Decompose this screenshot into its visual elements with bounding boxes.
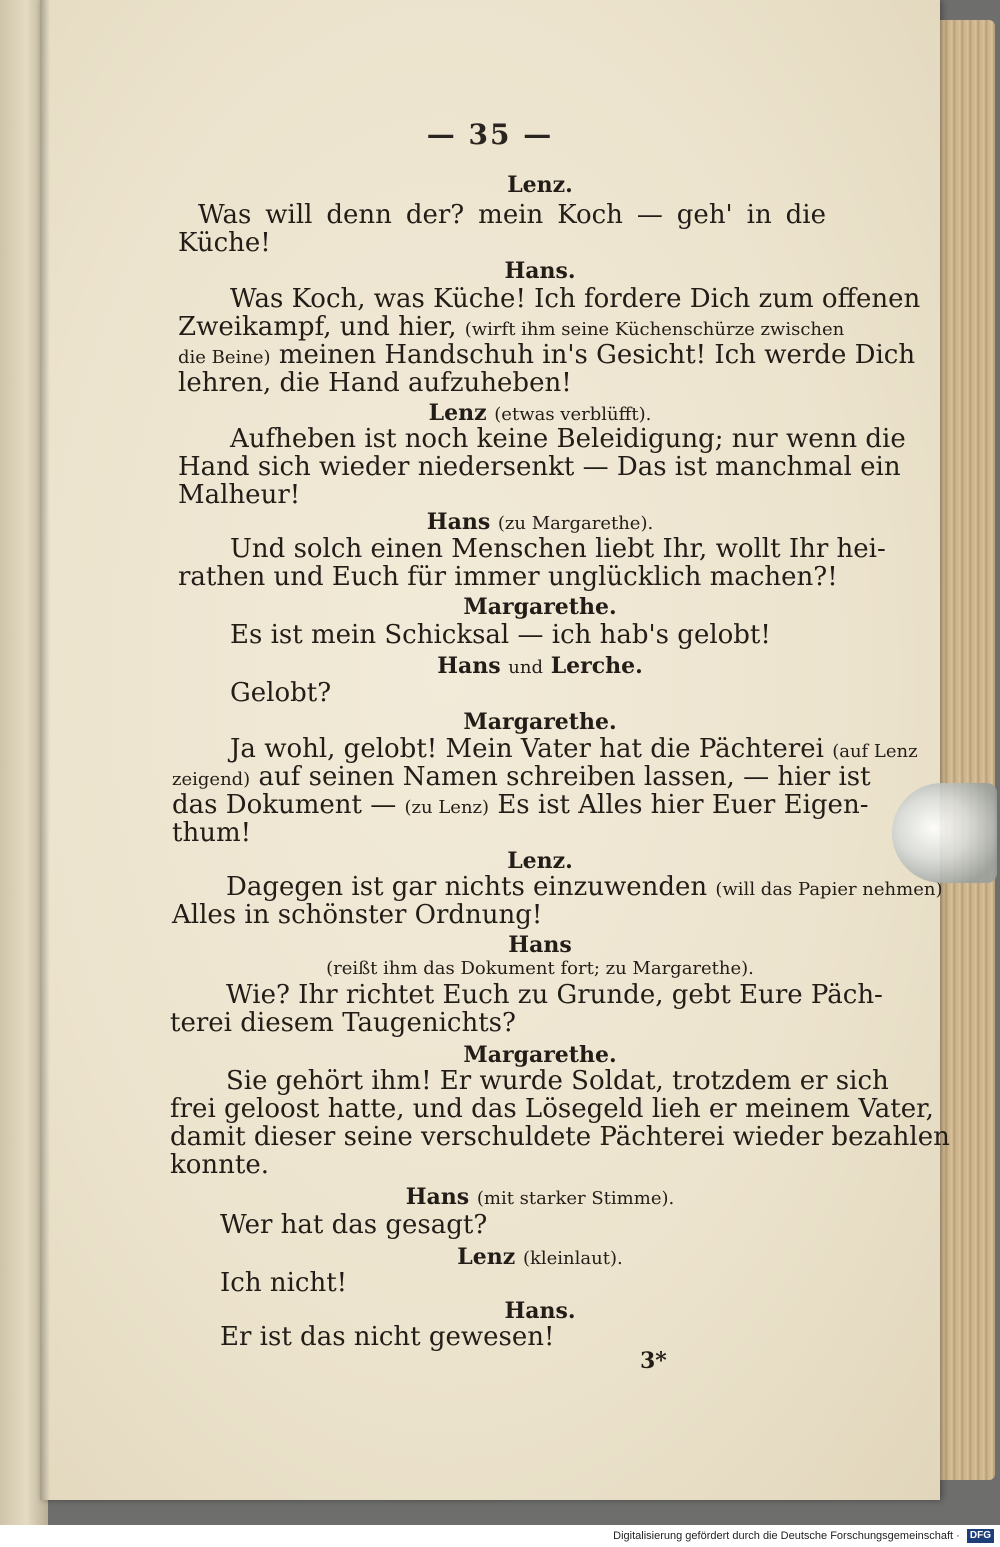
speaker-name: Hans: [437, 653, 501, 679]
text-line: damit dieser seine verschuldete Pächterei wieder bezahlen: [170, 1122, 950, 1152]
text-line: Aufheben ist noch keine Beleidigung; nur wenn die: [230, 424, 906, 454]
text-line: Hand sich wieder niedersenkt — Das ist manchmal ein: [178, 452, 901, 482]
text-segment: Dagegen ist gar nichts einzuwenden: [226, 872, 708, 902]
text-line: Küche!: [178, 228, 271, 258]
text-line: Alles in schönster Ordnung!: [172, 900, 543, 930]
stage-direction: (zu Lenz): [404, 797, 490, 818]
text-segment: Zweikampf, und hier,: [178, 312, 457, 342]
speaker-lenz: Lenz.: [507, 848, 573, 874]
stage-direction: (wirft ihm seine Küchenschürze zwischen: [464, 319, 845, 340]
stage-direction: zeigend): [172, 769, 251, 790]
stage-direction: die Beine): [178, 347, 271, 368]
text-line: terei diesem Taugenichts?: [170, 1008, 516, 1038]
text-line: Er ist das nicht gewesen!: [220, 1322, 555, 1352]
stage-direction: (kleinlaut).: [522, 1248, 623, 1269]
speaker-name: Lerche.: [550, 653, 643, 679]
text-line: Und solch einen Menschen liebt Ihr, wollt Ihr hei-: [230, 534, 886, 564]
speaker-hans: [140, 1184, 940, 1212]
text-segment: Ja wohl, gelobt! Mein Vater hat die Pächterei: [230, 734, 824, 764]
speaker-hans: Hans: [508, 932, 572, 958]
stage-direction: (zu Margarethe).: [497, 513, 654, 534]
speaker-hans-und-lerche: [140, 653, 940, 681]
speaker-hans: Hans.: [504, 258, 576, 284]
text-segment: das Dokument —: [172, 790, 397, 820]
speaker-margarethe: Margarethe.: [463, 1042, 617, 1068]
footer-credit-text: Digitalisierung gefördert durch die Deutsche Forschungsgemeinschaft ·: [613, 1530, 960, 1543]
stage-direction: (etwas verblüfft).: [494, 404, 652, 425]
text-line: Was will denn der? mein Koch — geh' in die: [198, 200, 826, 230]
text-line: Ich nicht!: [220, 1268, 348, 1298]
speaker-hans: [140, 509, 940, 537]
footer-credit: [0, 1525, 1000, 1547]
speaker-lenz: Lenz.: [507, 172, 573, 198]
text-line: rathen und Euch für immer unglücklich machen?!: [178, 562, 838, 592]
speaker-name: Hans: [405, 1184, 470, 1210]
speaker-margarethe: Margarethe.: [463, 709, 617, 735]
speaker-name: Hans: [426, 509, 491, 535]
text-line: Es ist mein Schicksal — ich hab's gelobt!: [230, 620, 771, 650]
page-number: — 35 —: [426, 118, 554, 151]
book-page: [40, 0, 950, 1500]
text-segment: meinen Handschuh in's Gesicht! Ich werde Dich: [278, 340, 916, 370]
stage-direction: (reißt ihm das Dokument fort; zu Margarethe).: [326, 958, 754, 979]
text-line: Malheur!: [178, 480, 301, 510]
speaker-hans: Hans.: [504, 1298, 576, 1324]
speaker-name: Lenz: [428, 400, 487, 426]
text-line: Gelobt?: [230, 678, 332, 708]
text-line: Sie gehört ihm! Er wurde Soldat, trotzdem er sich: [226, 1066, 889, 1096]
speaker-margarethe: Margarethe.: [463, 594, 617, 620]
stage-direction: (mit starker Stimme).: [476, 1188, 675, 1209]
gutter-shadow: [40, 0, 50, 1500]
stage-direction: (will das Papier nehmen): [715, 879, 943, 900]
dfg-logo-icon: DFG: [967, 1529, 994, 1543]
speaker-name: Lenz: [457, 1244, 516, 1270]
text-line: frei geloost hatte, und das Lösegeld lieh er meinem Vater,: [170, 1094, 934, 1124]
text-line: thum!: [172, 818, 252, 848]
text-line: Wie? Ihr richtet Euch zu Grunde, gebt Eure Päch-: [226, 980, 883, 1010]
speaker-conjunction: und: [508, 657, 544, 678]
text-segment: Es ist Alles hier Euer Eigen-: [497, 790, 869, 820]
text-segment: auf seinen Namen schreiben lassen, — hier ist: [258, 762, 871, 792]
text-line: lehren, die Hand aufzuheben!: [178, 368, 572, 398]
text-line: konnte.: [170, 1150, 269, 1180]
text-line: Was Koch, was Küche! Ich fordere Dich zum offenen: [230, 284, 921, 314]
text-line: Wer hat das gesagt?: [220, 1210, 488, 1240]
signature-mark: 3*: [640, 1348, 667, 1374]
stage-direction: (auf Lenz: [832, 741, 918, 762]
page-clip: [892, 783, 997, 883]
